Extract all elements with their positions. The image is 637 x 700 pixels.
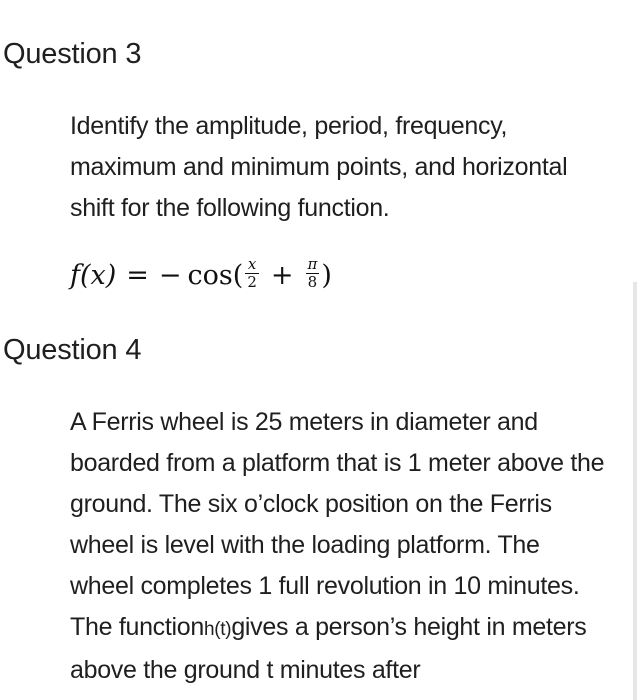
formula-close-paren: ) — [321, 260, 332, 291]
formula-cos: cos( — [187, 260, 244, 291]
question-3-text: Identify the amplitude, period, frequency, maximum and minimum points, and horizontal shift for the following function. — [70, 112, 568, 222]
question-4-text — [70, 402, 610, 691]
question-4-text-end: gives a person’s height in meters above the ground t minutes after — [70, 613, 587, 684]
formula-minus: − — [158, 260, 182, 291]
formula-lhs: f(x) — [70, 260, 117, 291]
inline-function-h-of-t: h(t) — [204, 619, 232, 640]
formula-equals: = — [126, 260, 149, 291]
fraction-2-numerator: π — [307, 255, 318, 273]
question-4-heading: Question 4 — [3, 334, 142, 366]
fraction-2-denominator: 8 — [307, 273, 318, 291]
scrollbar-track[interactable] — [633, 282, 637, 700]
question-3-formula — [70, 254, 332, 298]
formula-plus: + — [270, 260, 294, 291]
formula-fraction-x-over-2 — [245, 256, 259, 291]
fraction-1-denominator: 2 — [247, 273, 257, 291]
fraction-1-numerator: x — [245, 256, 259, 274]
formula-fraction-pi-over-8 — [306, 256, 320, 291]
question-3-heading: Question 3 — [3, 38, 142, 70]
question-4-text-start: A Ferris wheel is 25 meters in diameter and boarded from a platform that is 1 meter above the ground. The six o’clock position on the Ferris wheel is level with the loading platform. The wheel completes 1 full revolution in 10 minutes. The function — [70, 408, 605, 641]
